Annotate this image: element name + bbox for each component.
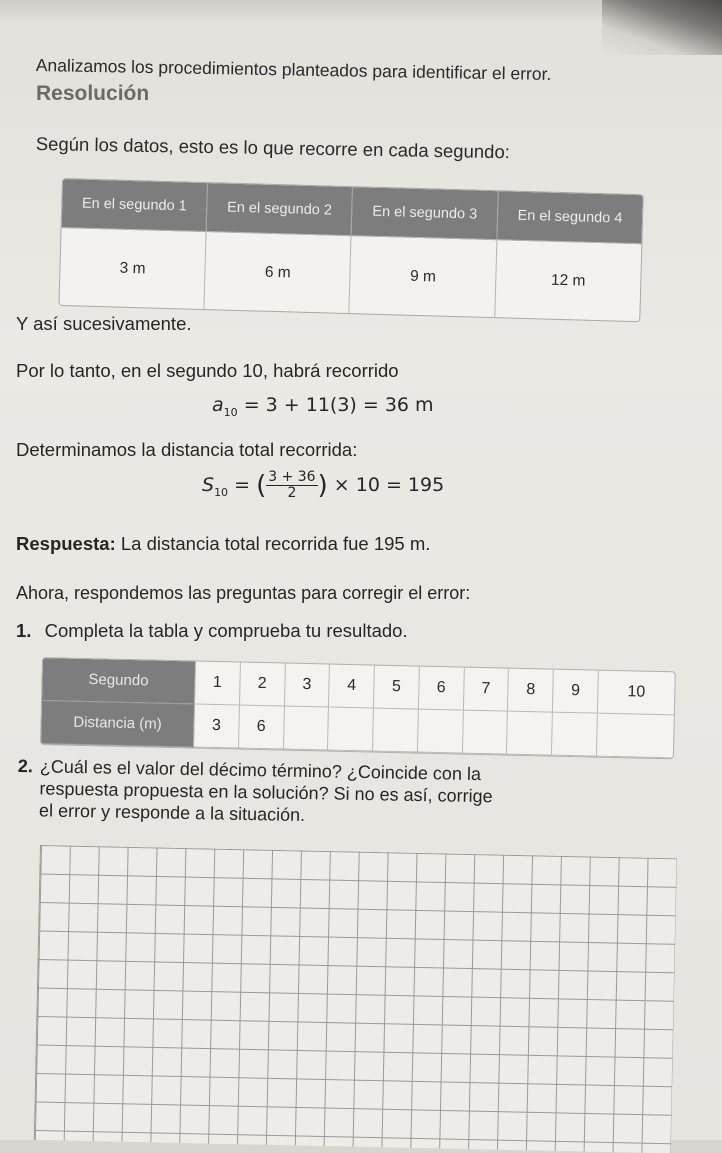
table2-cell: 6 xyxy=(418,667,464,710)
intro-text: Analizamos los procedimientos planteados para identificar el error. xyxy=(35,55,552,84)
table2-input-cell[interactable]: 3 xyxy=(193,704,239,748)
eq2-subscript: 10 xyxy=(214,485,229,499)
table2-input-cell[interactable] xyxy=(328,707,374,751)
distance-per-second-table xyxy=(58,178,643,322)
table1-cell: 12 m xyxy=(495,240,642,322)
table2-cell: 7 xyxy=(463,668,509,711)
table1-header: En el segundo 1 xyxy=(62,179,208,232)
question-2-line3: el error y responde a la situación. xyxy=(38,800,306,826)
table1-cell: 9 m xyxy=(349,236,496,318)
question-2-number: 2. xyxy=(17,755,33,777)
question-2-line1: ¿Cuál es el valor del décimo término? ¿Coincide con la xyxy=(39,756,482,785)
question-1-text: Completa la tabla y comprueba tu resultado. xyxy=(44,620,408,641)
question-2-line2: respuesta propuesta en la solución? Si no es así, corrige xyxy=(39,778,493,807)
por-lo-tanto-text: Por lo tanto, en el segundo 10, habrá recorrido xyxy=(16,360,399,381)
page-corner-shadow xyxy=(602,0,722,55)
table1-cell: 3 m xyxy=(59,228,206,310)
question-1 xyxy=(16,620,408,642)
table1-header: En el segundo 3 xyxy=(351,187,498,240)
question-1-number: 1. xyxy=(16,620,32,641)
table2-row-label: Distancia (m) xyxy=(41,700,194,747)
table1-header: En el segundo 2 xyxy=(206,183,353,236)
segundo-distancia-table xyxy=(40,657,676,759)
determinamos-text: Determinamos la distancia total recorrida: xyxy=(16,439,358,460)
table2-row-label: Segundo xyxy=(42,658,195,704)
respuesta-line xyxy=(16,533,430,555)
asi-sucesivamente-text: Y así sucesivamente. xyxy=(16,313,192,334)
table2-cell: 2 xyxy=(239,662,285,705)
eq1-subscript: 10 xyxy=(223,405,238,419)
table2-cell: 8 xyxy=(508,669,554,712)
eq1-variable: a xyxy=(212,394,224,416)
respuesta-label: Respuesta: xyxy=(16,533,116,554)
table2-input-cell[interactable] xyxy=(462,710,508,754)
eq2-fraction xyxy=(266,470,317,501)
ahora-text: Ahora, respondemos las preguntas para corregir el error: xyxy=(16,583,471,603)
answer-grid[interactable] xyxy=(34,845,677,1153)
eq2-rest: × 10 = 195 xyxy=(333,474,445,496)
eq1-rhs: = 3 + 11(3) = 36 m xyxy=(243,394,434,416)
table2-input-cell[interactable] xyxy=(283,706,329,750)
table2-input-cell[interactable] xyxy=(596,713,673,758)
table2-cell: 5 xyxy=(374,666,420,709)
resolucion-heading: Resolución xyxy=(36,82,150,105)
equation-a10 xyxy=(212,394,434,419)
table2-input-cell[interactable] xyxy=(373,708,419,752)
segun-datos-text: Según los datos, esto es lo que recorre en cada segundo: xyxy=(35,133,511,163)
eq2-equals: = xyxy=(234,474,251,496)
respuesta-text: La distancia total recorrida fue 195 m. xyxy=(120,533,431,554)
eq2-variable: S xyxy=(202,474,215,496)
eq2-numerator: 3 + 36 xyxy=(268,469,316,485)
table2-cell: 4 xyxy=(329,665,375,708)
eq2-denominator: 2 xyxy=(287,485,297,501)
table2-cell: 3 xyxy=(284,664,330,707)
table2-input-cell[interactable] xyxy=(552,712,598,756)
table1-header: En el segundo 4 xyxy=(497,191,643,244)
question-2 xyxy=(17,755,698,833)
equation-s10: $S_{10}$ = ( $\frac{3 + 36}{2}$ ) × 10 = 195 xyxy=(202,469,445,501)
table1-cell: 6 m xyxy=(204,232,351,314)
table2-cell: 9 xyxy=(553,670,599,713)
table2-cell: 1 xyxy=(194,661,240,704)
table2-input-cell[interactable]: 6 xyxy=(238,705,284,749)
table2-cell: 10 xyxy=(597,671,674,715)
table2-input-cell[interactable] xyxy=(507,711,553,755)
table2-input-cell[interactable] xyxy=(417,709,463,753)
